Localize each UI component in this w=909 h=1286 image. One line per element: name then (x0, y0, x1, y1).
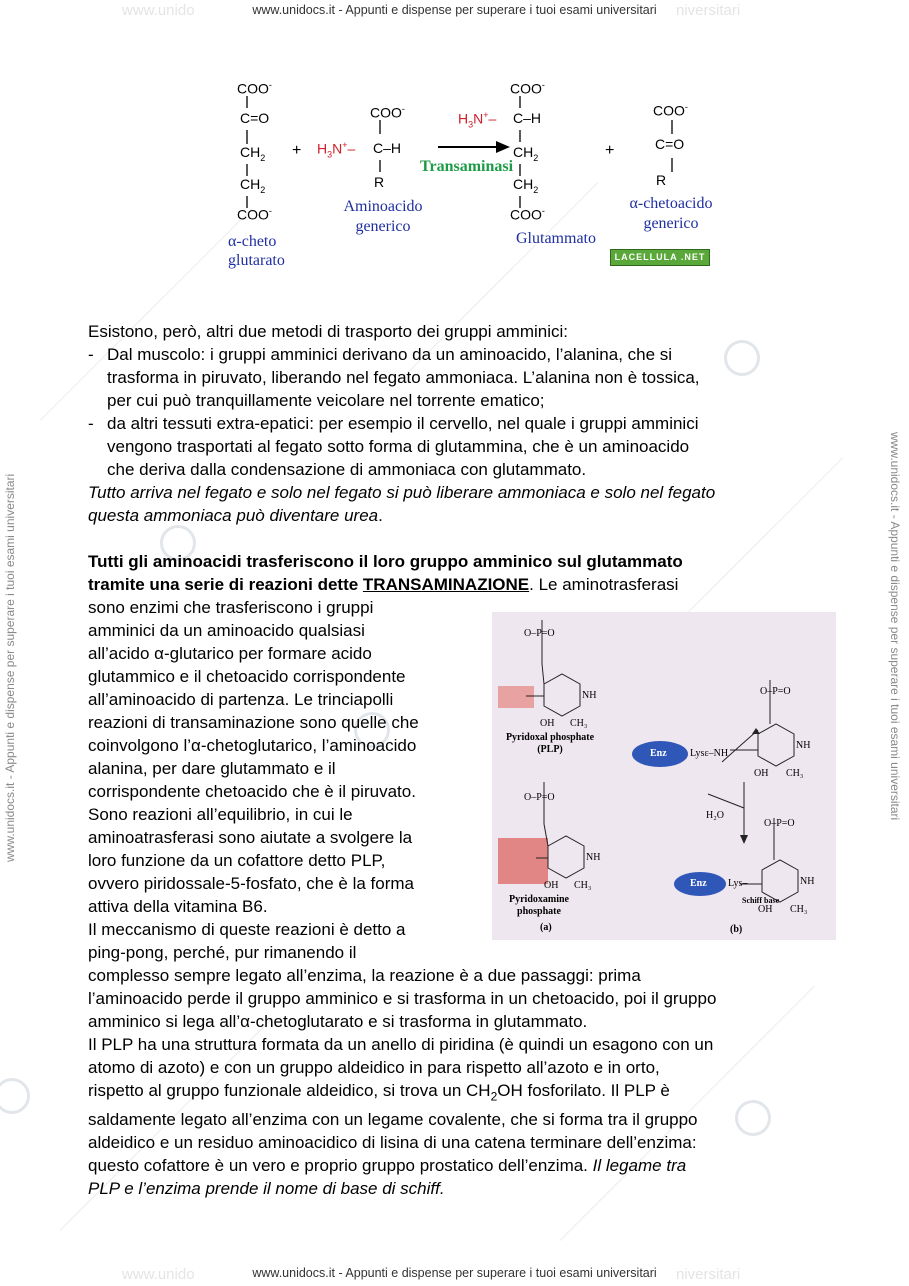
lysine-nh2-label: Lysε–NH (690, 748, 729, 759)
watermark-logo-icon (0, 1078, 30, 1114)
oh-label: OH (540, 718, 555, 729)
watermark-logo-icon (735, 1100, 771, 1136)
bullet-tissues-line: che deriva dalla condensazione di ammoniaca con glutammato. (107, 460, 587, 479)
ch3-label: CH₃ (790, 904, 808, 915)
oh-label: OH (544, 880, 559, 891)
text-line: atomo di azoto) e con un gruppo aldeidico in para rispetto all’azoto e in orto, (88, 1058, 660, 1077)
ch3-label: CH₃ (574, 880, 592, 891)
italic-liver-line-2 (88, 504, 715, 527)
bullet-tissues-line: da altri tessuti extra-epatici: per esempio il cervello, nel quale i gruppi amminici (107, 414, 699, 433)
text-span: OH fosforilato. Il PLP è (497, 1081, 670, 1100)
bullet-muscle-line: trasforma in piruvato, liberando nel fegato ammoniaca. L’alanina non è tossica, (107, 368, 700, 387)
r-group: R (656, 172, 667, 188)
ketoacid-label-2: generico (643, 215, 699, 232)
body-text-top (88, 320, 715, 527)
side-watermark-left: www.unidocs.it - Appunti e dispense per superare i tuoi esami universitari (3, 473, 17, 862)
schiff-base-label: Schiff base (742, 896, 780, 905)
bullet-muscle (88, 343, 715, 412)
aminotransferase-intro: . Le aminotrasferasi (529, 575, 679, 594)
text-line: alanina, per dare glutammato e il (88, 759, 336, 778)
oh-label: OH (754, 768, 769, 779)
side-watermark-right: www.unidocs.it - Appunti e dispense per superare i tuoi esami universitari (888, 432, 902, 821)
page-footer[interactable]: www.unidocs.it - Appunti e dispense per superare i tuoi esami universitari (252, 1266, 657, 1280)
transamination-scheme: COO- C=O $CH_2$ $CH_2$ COO- α-cheto glutarato + COO- $H_3N^+-$ C–H R Aminoacido generico Transaminasi COO- $H_3N^+-$ C–H $CH_2$ $CH_2$ COO- Glutammato + COO- C=O R α-chetoacido generico LACELLULA .NET (220, 72, 730, 282)
watermark-ghost-top: www.unido (122, 2, 195, 19)
enzyme-label: Transaminasi (420, 158, 514, 175)
ketoacid-label: α-chetoacido (629, 195, 713, 212)
h3n-group: H (458, 110, 469, 127)
wide-paragraph (88, 964, 716, 1079)
text-line: saldamente legato all’enzima con un legame covalente, che si forma tra il gruppo (88, 1110, 698, 1130)
bullet-dash: - (88, 414, 94, 433)
ch-group: C–H (373, 140, 402, 156)
phosphate-group: O–P=O (764, 818, 795, 829)
text-line: Il meccanismo di queste reazioni è detto a (88, 920, 406, 939)
plp-abbrev-label: (PLP) (537, 744, 563, 755)
bold-text: tramite una serie di reazioni dette (88, 575, 363, 594)
text-line: l’aminoacido perde il gruppo amminico e si trasforma in un chetoacido, poi il gruppo (88, 989, 717, 1008)
panel-a-label: (a) (540, 922, 552, 933)
text-line: loro funzione da un cofattore detto PLP, (88, 851, 386, 870)
coo-group: COO (237, 80, 269, 97)
watermark-logo-icon (724, 340, 760, 376)
oh-label: OH (758, 904, 773, 915)
page-header[interactable]: www.unidocs.it - Appunti e dispense per superare i tuoi esami universitari (252, 3, 657, 17)
text-line: coinvolgono l’α-chetoglutarico, l’aminoacido (88, 736, 417, 755)
pyridoxamine-label-2: phosphate (517, 906, 561, 917)
coo-group: COO (237, 206, 269, 223)
ch3-label: CH₃ (570, 718, 588, 729)
transamination-keyword: TRANSAMINAZIONE (362, 575, 530, 594)
coo-group: COO (653, 102, 685, 119)
aminoacid-label-2: generico (355, 218, 411, 235)
panel-b-label: (b) (730, 924, 743, 935)
ch2oh-line (88, 1079, 716, 1108)
text-line: Il PLP ha una struttura formata da un anello di piridina (è quindi un esagono con un (88, 1035, 714, 1054)
nh-label: NH (582, 690, 597, 701)
glutamate-label: Glutammato (516, 230, 596, 247)
transamination-section (88, 550, 716, 1200)
bullet-muscle-line: Dal muscolo: i gruppi amminici derivano da un aminoacido, l’alanina, che si (107, 345, 673, 364)
italic-liver-line: Tutto arriva nel fegato e solo nel fegato si può liberare ammoniaca e solo nel fegato (88, 483, 716, 502)
lysine-label: Lys– (728, 878, 748, 889)
bold-heading-line: Tutti gli aminoacidi trasferiscono il loro gruppo amminico sul glutammato (88, 552, 683, 571)
text-line: complesso sempre legato all’enzima, la reazione è a due passaggi: prima (88, 966, 641, 985)
watermark-ghost-bottom-right: niversitari (676, 1266, 741, 1283)
carbonyl-group: C=O (655, 136, 685, 152)
bullet-dash: - (88, 345, 94, 364)
text-line: amminici da un aminoacido qualsiasi (88, 621, 365, 640)
aminoacid-label: Aminoacido (343, 198, 423, 215)
italic-span: Il legame tra (592, 1156, 687, 1176)
h3n-group: H (317, 140, 328, 157)
ketoglutarate-label: α-cheto (228, 233, 277, 250)
plus-sign: + (605, 142, 615, 159)
subscript: 2 (490, 1089, 498, 1104)
ch2-group: CH (513, 176, 534, 192)
bold-heading-line-2 (88, 573, 716, 596)
nh-label: NH (586, 852, 601, 863)
ch2-group: CH (240, 176, 261, 192)
ch3-label: CH₃ (786, 768, 804, 779)
narrow-column (88, 596, 716, 964)
bullet-other-tissues (88, 412, 715, 481)
plus-sign: + (292, 142, 302, 159)
r-group: R (374, 174, 385, 190)
phosphate-group: O–P=O (524, 628, 555, 639)
phosphate-group: O–P=O (760, 686, 791, 697)
text-line: all’acido α-glutarico per formare acido (88, 644, 372, 663)
water-label: H₂O (706, 810, 724, 821)
coo-group: COO (510, 80, 542, 97)
watermark-ghost-bottom: www.unido (122, 1266, 195, 1283)
bullet-muscle-line: per cui può tranquillamente veicolare nel torrente ematico; (107, 391, 545, 410)
text-line: aminoatrasferasi sono aiutate a svolgere la (88, 828, 413, 847)
enz-label: Enz (690, 878, 707, 889)
cofactor-line (88, 1154, 716, 1177)
coo-group: COO (370, 104, 402, 121)
ch2-group: CH (240, 144, 261, 160)
nh-label: NH (800, 876, 815, 887)
text-line: ovvero piridossale-5-fosfato, che è la forma (88, 874, 414, 893)
phosphate-group: O–P=O (524, 792, 555, 803)
wide-paragraph (88, 1108, 716, 1154)
ch-group: C–H (513, 110, 542, 126)
ch2-group: CH (513, 144, 534, 160)
text-line: sono enzimi che trasferiscono i gruppi (88, 598, 374, 617)
nh-label: NH (796, 740, 811, 751)
text-line: aldeidico e un residuo aminoacidico di lisina di una catena terminare dell’enzima: (88, 1133, 697, 1153)
text-line: all’aminoacido di partenza. Le trinciapolli (88, 690, 394, 709)
text-span: rispetto al gruppo funzionale aldeidico, si trova un CH (88, 1081, 491, 1100)
pyridoxamine-label: Pyridoxamine (509, 894, 569, 905)
period: . (378, 506, 383, 525)
pyridoxal-phosphate-label: Pyridoxal phosphate (505, 732, 595, 743)
text-line: Sono reazioni all’equilibrio, in cui le (88, 805, 353, 824)
carbonyl-group: C=O (240, 110, 270, 126)
ketoglutarate-label-2: glutarato (228, 252, 285, 269)
text-line: corrispondente chetoacido che è il piruvato. (88, 782, 416, 801)
watermark-ghost-top-right: niversitari (676, 2, 741, 19)
italic-urea-text: questa ammoniaca può diventare urea (88, 506, 379, 525)
text-span: questo cofattore è un vero e proprio gruppo prostatico dell’enzima. (88, 1156, 593, 1176)
text-line: reazioni di transaminazione sono quelle che (88, 713, 419, 732)
text-line: amminico si lega all’α-chetoglutarato e si trasforma in glutammato. (88, 1012, 588, 1031)
bullet-tissues-line: vengono trasportati al fegato sotto forma di glutammina, che è un aminoacido (107, 437, 690, 456)
text-line: glutammico e il chetoacido corrispondente (88, 667, 406, 686)
schiff-base-line: PLP e l’enzima prende il nome di base di schiff. (88, 1179, 445, 1199)
enz-label: Enz (650, 748, 667, 759)
coo-group: COO (510, 206, 542, 223)
text-line: ping-pong, perché, pur rimanendo il (88, 943, 357, 962)
paragraph-intro: Esistono, però, altri due metodi di trasporto dei gruppi amminici: (88, 322, 569, 341)
lacellula-badge: LACELLULA .NET (610, 249, 710, 266)
text-line: attiva della vitamina B6. (88, 897, 268, 916)
